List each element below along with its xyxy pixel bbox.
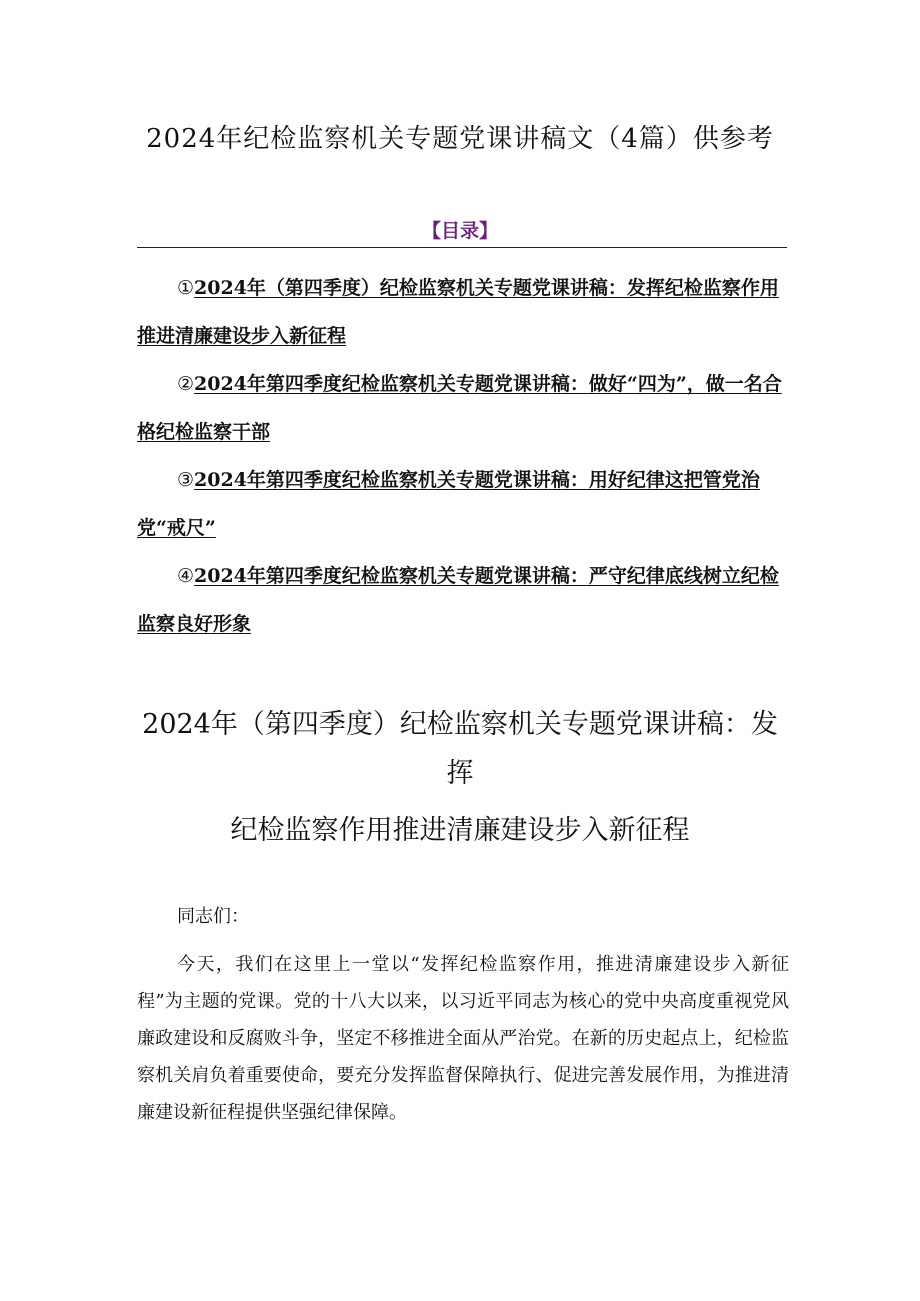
section-body (137, 898, 789, 1142)
toc-item-3 (137, 456, 789, 552)
body-paragraph: 今天，我们在这里上一堂以“发挥纪检监察作用，推进清廉建设步入新征程”为主题的党课。党的十八大以来，以习近平同志为核心的党中央高度重视党风廉政建设和反腐败斗争，坚定不移推进全面从严治党。在新的历史起点上，纪检监察机关肩负着重要使命，要充分发挥监督保障执行、促进完善发展作用，为推进清廉建设新征程提供坚强纪律保障。 (137, 954, 789, 1123)
toc-link-2[interactable]: 2024年第四季度纪检监察机关专题党课讲稿：做好“四为”，做一名合格纪检监察干部 (137, 373, 782, 443)
toc-item-number: ③ (177, 469, 195, 491)
toc-link-4[interactable]: 2024年第四季度纪检监察机关专题党课讲稿：严守纪律底线树立纪检监察良好形象 (137, 565, 779, 635)
toc-heading: 【目录】 (421, 220, 498, 242)
toc-item-2 (137, 360, 789, 456)
toc-link-1[interactable]: 2024年（第四季度）纪检监察机关专题党课讲稿：发挥纪检监察作用推进清廉建设步入新征程 (137, 277, 779, 347)
toc-item-number: ② (177, 373, 195, 395)
section-title-line-1: 2024年（第四季度）纪检监察机关专题党课讲稿：发挥 (142, 709, 778, 789)
section-title-line-2: 纪检监察作用推进清廉建设步入新征程 (230, 815, 690, 846)
document-title: 2024年纪检监察机关专题党课讲稿文（4篇）供参考 (146, 124, 774, 154)
toc-item-4 (137, 552, 789, 648)
toc-item-1 (137, 264, 789, 360)
salutation: 同志们： (177, 906, 249, 927)
toc-link-3[interactable]: 2024年第四季度纪检监察机关专题党课讲稿：用好纪律这把管党治党“戒尺” (137, 469, 760, 539)
section-title (130, 700, 790, 855)
toc-item-number: ① (177, 277, 195, 299)
toc-list (137, 264, 789, 648)
toc-divider (137, 247, 787, 248)
toc-item-number: ④ (177, 565, 195, 587)
